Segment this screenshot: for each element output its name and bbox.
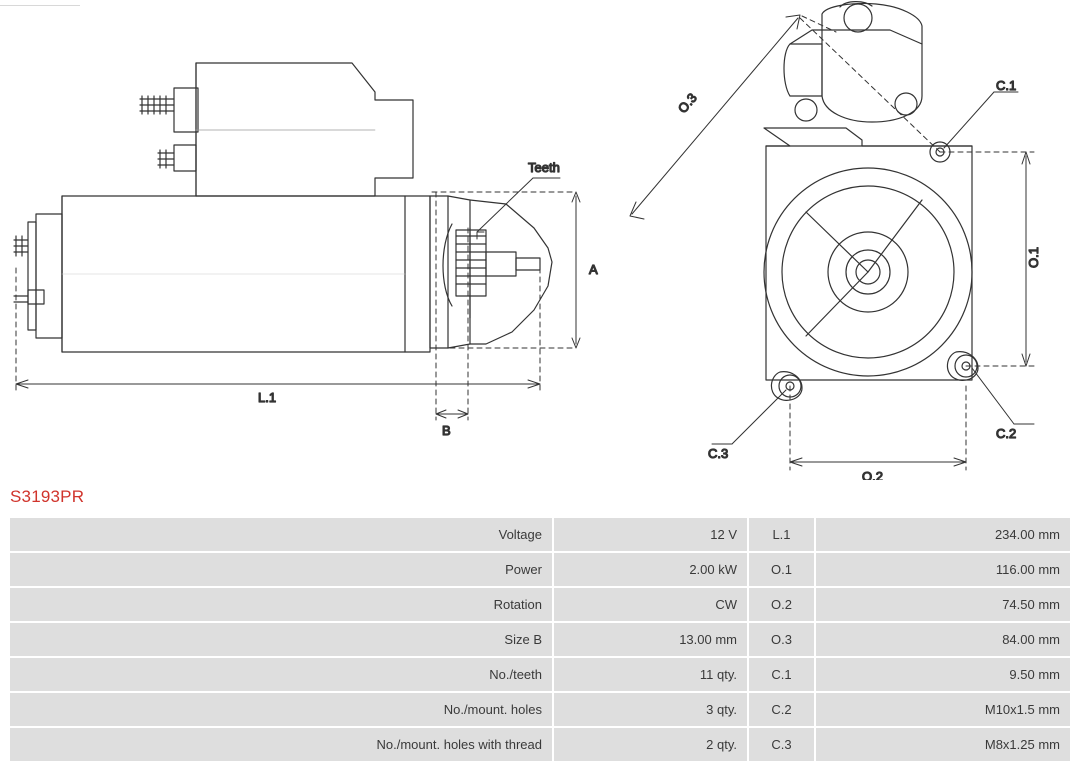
dimension-value: 9.50 mm bbox=[815, 657, 1070, 692]
leader-c2 bbox=[972, 368, 1034, 424]
dimension-value: M10x1.5 mm bbox=[815, 692, 1070, 727]
dimension-a bbox=[572, 192, 580, 348]
starter-side-view bbox=[14, 63, 552, 352]
dimension-code: O.2 bbox=[748, 587, 815, 622]
table-row bbox=[10, 692, 1070, 727]
table-row bbox=[10, 622, 1070, 657]
part-number: S3193PR bbox=[10, 487, 85, 506]
label-o3: O.3 bbox=[674, 90, 700, 116]
label-teeth: Teeth bbox=[528, 160, 560, 175]
dimension-code: L.1 bbox=[748, 518, 815, 552]
spec-name: Rotation bbox=[10, 587, 553, 622]
spec-value: CW bbox=[553, 587, 748, 622]
table-row bbox=[10, 727, 1070, 761]
spec-value: 2 qty. bbox=[553, 727, 748, 761]
dimension-code: C.3 bbox=[748, 727, 815, 761]
label-c3: C.3 bbox=[708, 446, 729, 461]
spec-name: Size B bbox=[10, 622, 553, 657]
dimension-value: 84.00 mm bbox=[815, 622, 1070, 657]
dimension-value: 234.00 mm bbox=[815, 518, 1070, 552]
spec-value: 11 qty. bbox=[553, 657, 748, 692]
label-a: A bbox=[589, 262, 598, 277]
spec-name: No./mount. holes with thread bbox=[10, 727, 553, 761]
dimension-value: 74.50 mm bbox=[815, 587, 1070, 622]
spec-name: Power bbox=[10, 552, 553, 587]
leader-c1 bbox=[944, 92, 1018, 148]
dimension-b bbox=[436, 410, 468, 418]
label-c2: C.2 bbox=[996, 426, 1017, 441]
dimension-value: 116.00 mm bbox=[815, 552, 1070, 587]
spec-name: No./mount. holes bbox=[10, 692, 553, 727]
label-c1: C.1 bbox=[996, 78, 1017, 93]
dimension-l1 bbox=[16, 380, 540, 388]
dimension-o2 bbox=[790, 458, 966, 466]
spec-name: Voltage bbox=[10, 518, 553, 552]
spec-value: 12 V bbox=[553, 518, 748, 552]
label-o2: O.2 bbox=[862, 469, 883, 480]
table-row bbox=[10, 657, 1070, 692]
table-row bbox=[10, 518, 1070, 552]
leader-teeth bbox=[477, 178, 560, 239]
label-l1: L.1 bbox=[258, 390, 277, 405]
spec-value: 3 qty. bbox=[553, 692, 748, 727]
spec-name: No./teeth bbox=[10, 657, 553, 692]
label-b: B bbox=[442, 423, 451, 438]
dimension-code: O.3 bbox=[748, 622, 815, 657]
dimension-value: M8x1.25 mm bbox=[815, 727, 1070, 761]
starter-front-view bbox=[764, 2, 978, 401]
specifications-table bbox=[10, 518, 1070, 761]
dimension-code: O.1 bbox=[748, 552, 815, 587]
spec-value: 2.00 kW bbox=[553, 552, 748, 587]
table-row bbox=[10, 587, 1070, 622]
dimension-o3 bbox=[630, 15, 800, 219]
leader-c3 bbox=[712, 390, 786, 444]
table-row bbox=[10, 552, 1070, 587]
label-o1: O.1 bbox=[1026, 247, 1041, 268]
dimension-code: C.2 bbox=[748, 692, 815, 727]
spec-value: 13.00 mm bbox=[553, 622, 748, 657]
dimension-code: C.1 bbox=[748, 657, 815, 692]
dimension-guides-left bbox=[16, 192, 576, 420]
